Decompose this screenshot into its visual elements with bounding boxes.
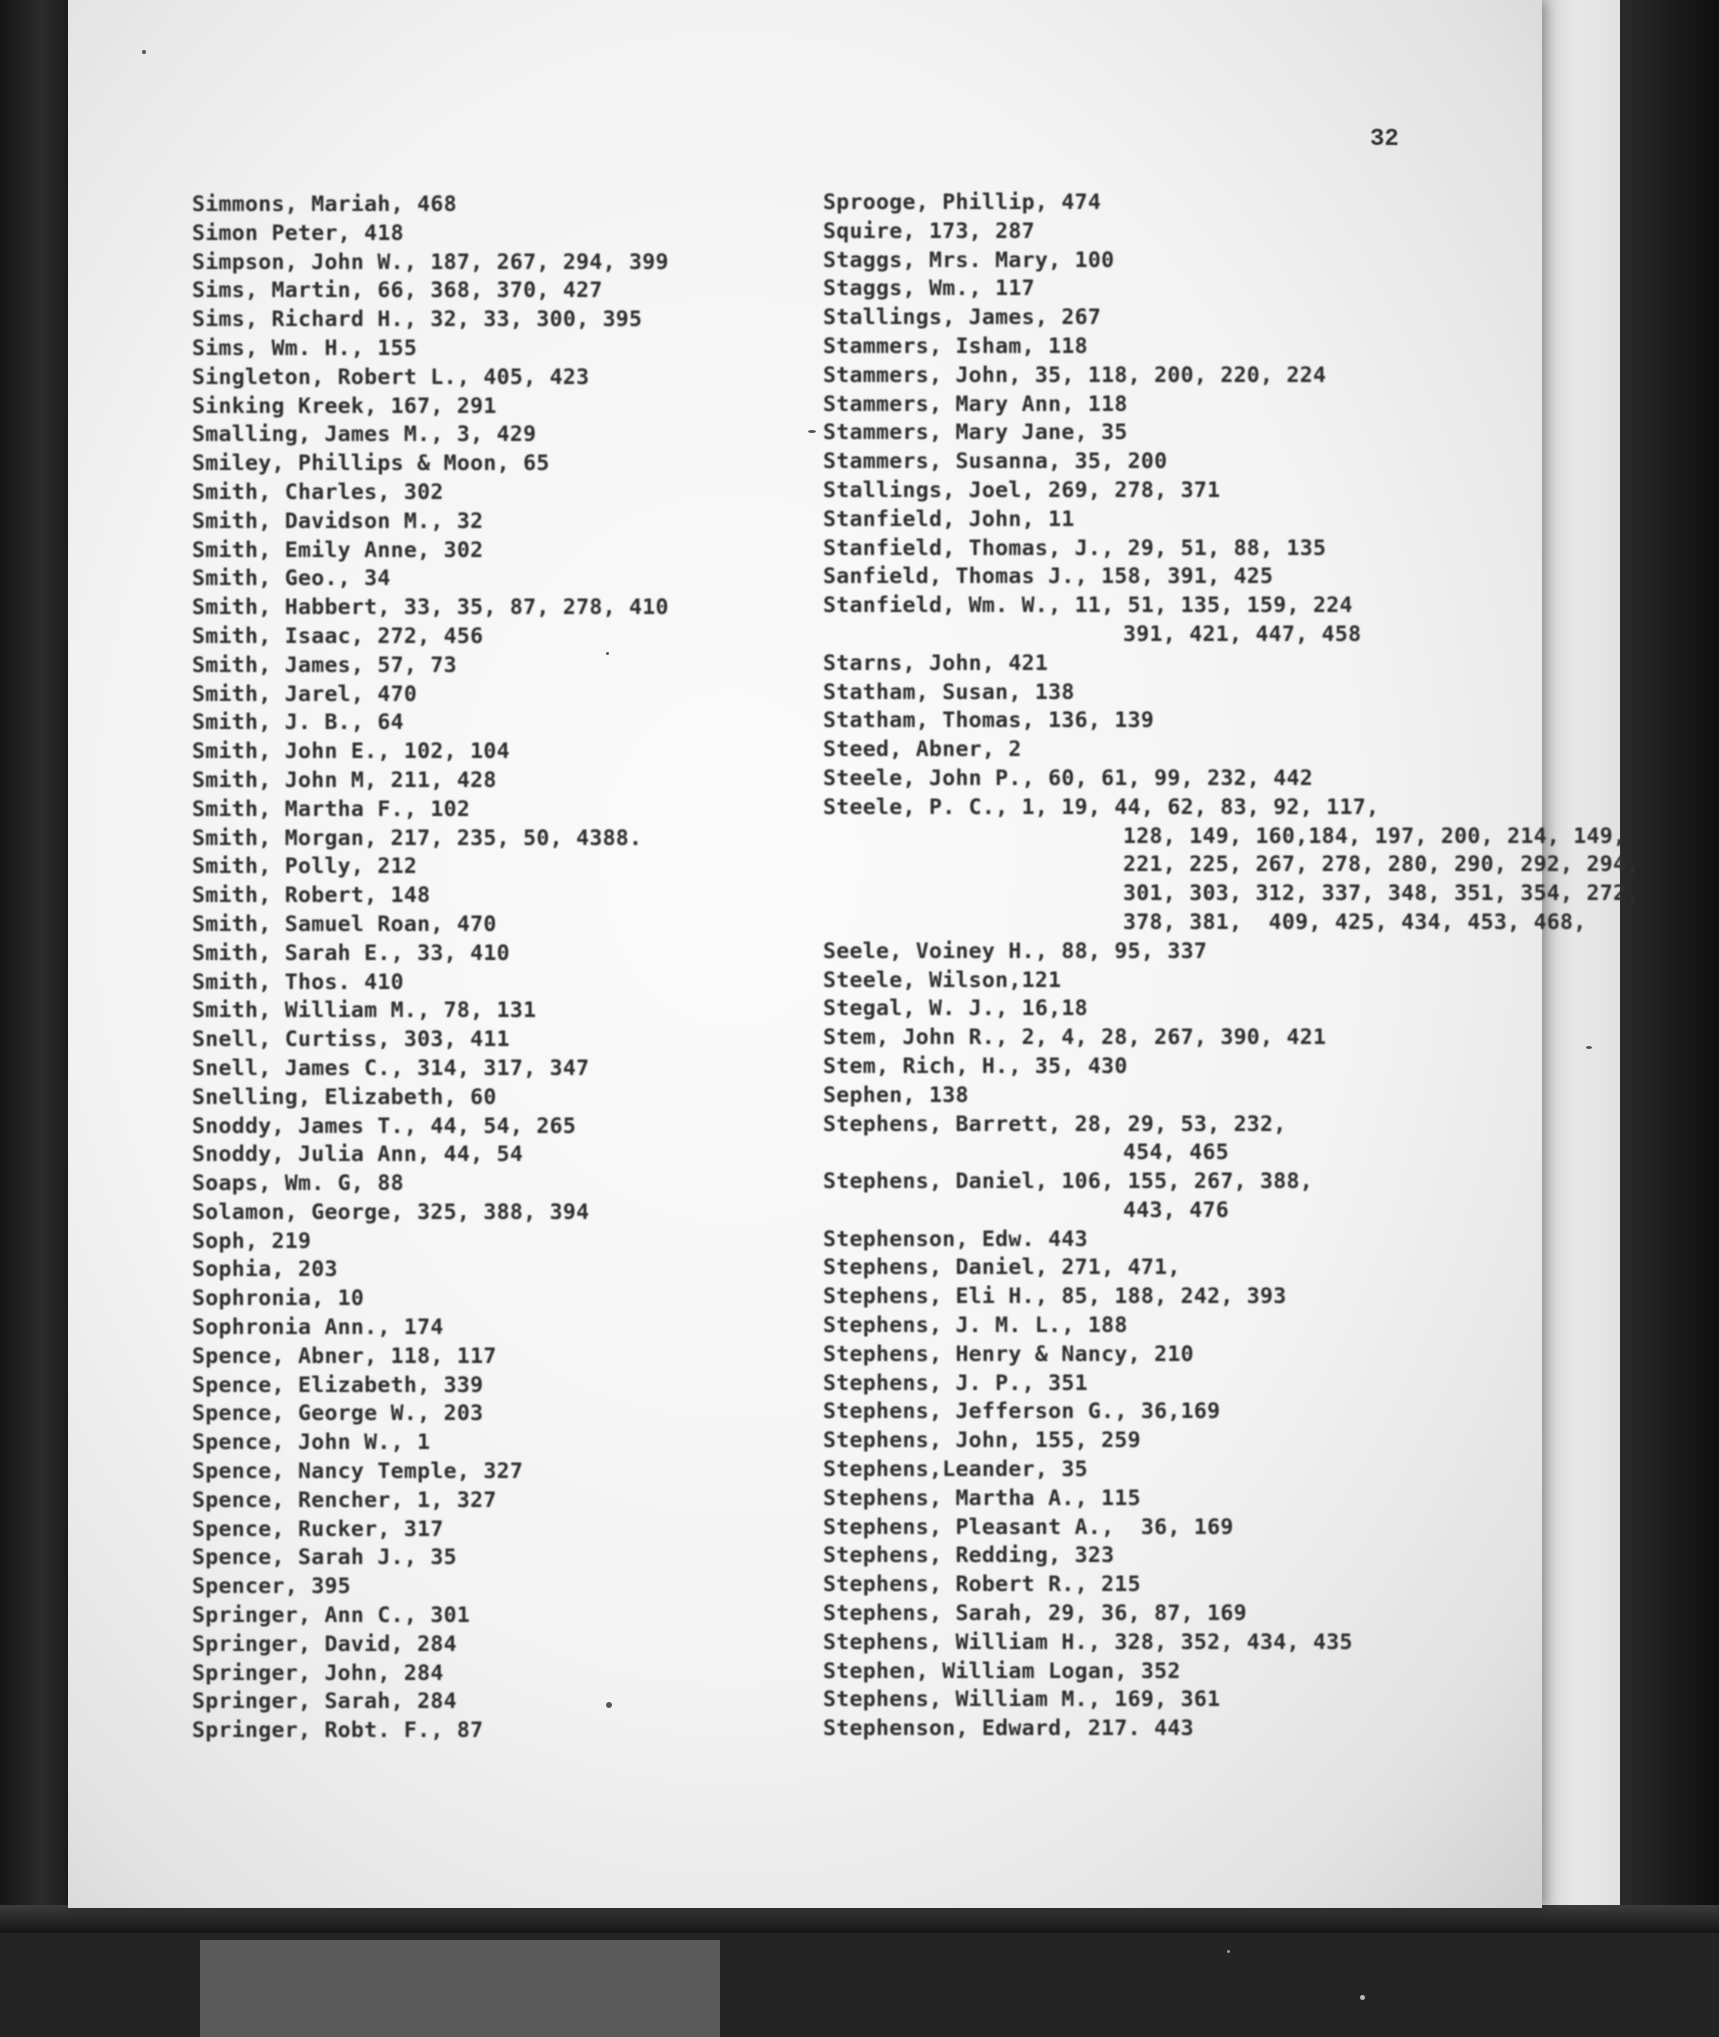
index-entry: Spence, George W., 203 [192, 1401, 484, 1427]
index-entry: Smith, Sarah E., 33, 410 [192, 940, 510, 966]
film-speck [1586, 1046, 1592, 1049]
index-entry: Spence, Rucker, 317 [192, 1516, 444, 1542]
index-entry: Snell, Curtiss, 303, 411 [192, 1027, 510, 1053]
index-entry: Stegal, W. J., 16,18 [823, 996, 1088, 1022]
index-entry: Smith, Morgan, 217, 235, 50, 4388. [192, 825, 643, 851]
index-entry: Smith, Emily Anne, 302 [192, 537, 484, 563]
index-entry: Sophronia Ann., 174 [192, 1315, 444, 1341]
film-speck [1227, 1950, 1230, 1953]
bottom-shadow-strip [0, 1905, 1719, 1933]
index-entry: Spence, Rencher, 1, 327 [192, 1487, 497, 1513]
index-entry: Starns, John, 421 [823, 650, 1049, 676]
page-number: 32 [1370, 126, 1399, 153]
film-speck [1360, 1995, 1365, 2000]
index-entry: Stanfield, Wm. W., 11, 51, 135, 159, 224 [823, 593, 1353, 619]
index-entry: Smith, James, 57, 73 [192, 652, 457, 678]
index-entry: Smith, William M., 78, 131 [192, 998, 537, 1024]
index-entry: Stanfield, John, 11 [823, 506, 1075, 532]
index-entry: Stephens, Daniel, 106, 155, 267, 388, [823, 1169, 1314, 1195]
index-entry: Stephens, Pleasant A., 36, 169 [823, 1514, 1234, 1540]
index-entry: Smith, Robert, 148 [192, 883, 431, 909]
index-entry: Smith, Geo., 34 [192, 566, 391, 592]
index-entry: Sanfield, Thomas J., 158, 391, 425 [823, 564, 1274, 590]
index-entry: 378, 381, 409, 425, 434, 453, 468, [1123, 909, 1587, 935]
index-entry: Smith, Isaac, 272, 456 [192, 623, 484, 649]
index-entry: Smalling, James M., 3, 429 [192, 422, 537, 448]
index-entry: Smith, Thos. 410 [192, 969, 404, 995]
index-entry: Stallings, Joel, 269, 278, 371 [823, 477, 1221, 503]
index-entry: Squire, 173, 287 [823, 218, 1035, 244]
index-entry: Stephens, J. M. L., 188 [823, 1313, 1128, 1339]
index-entry: Spence, John W., 1 [192, 1430, 431, 1456]
index-entry: Snoddy, Julia Ann, 44, 54 [192, 1142, 524, 1168]
index-entry: Steele, Wilson,121 [823, 967, 1062, 993]
index-entry: Smith, Samuel Roan, 470 [192, 911, 497, 937]
index-entry: Stammers, John, 35, 118, 200, 220, 224 [823, 362, 1327, 388]
index-entry: Sophronia, 10 [192, 1286, 365, 1312]
index-entry: Spence, Elizabeth, 339 [192, 1372, 484, 1398]
index-entry: Steele, P. C., 1, 19, 44, 62, 83, 92, 117, [823, 794, 1380, 820]
index-entry: Spence, Nancy Temple, 327 [192, 1459, 524, 1485]
film-speck [606, 1702, 612, 1708]
index-entry: Stephens, William M., 169, 361 [823, 1687, 1221, 1713]
index-column-right [823, 189, 1640, 1744]
index-entry: Stammers, Isham, 118 [823, 333, 1088, 359]
index-entry: 221, 225, 267, 278, 280, 290, 292, 294, [1123, 852, 1640, 878]
index-entry: Stephens, Barrett, 28, 29, 53, 232, [823, 1111, 1287, 1137]
index-entry: 391, 421, 447, 458 [1123, 621, 1362, 647]
index-entry: 128, 149, 160,184, 197, 200, 214, 149, [1123, 823, 1627, 849]
index-entry: Stem, John R., 2, 4, 28, 267, 390, 421 [823, 1025, 1327, 1051]
index-entry: Singleton, Robert L., 405, 423 [192, 364, 590, 390]
index-entry: Stephenson, Edw. 443 [823, 1226, 1088, 1252]
index-entry: Springer, Ann C., 301 [192, 1603, 471, 1629]
index-entry: Smith, Habbert, 33, 35, 87, 278, 410 [192, 595, 669, 621]
index-entry: Sprooge, Phillip, 474 [823, 190, 1102, 215]
index-entry: Steele, John P., 60, 61, 99, 232, 442 [823, 765, 1314, 791]
index-entry: Stammers, Mary Jane, 35 [823, 420, 1128, 446]
index-entry: Staggs, Wm., 117 [823, 276, 1035, 302]
index-entry: Spencer, 395 [192, 1574, 351, 1600]
index-entry: Snell, James C., 314, 317, 347 [192, 1055, 590, 1081]
index-entry: Simmons, Mariah, 468 [192, 192, 457, 217]
index-entry: Sims, Richard H., 32, 33, 300, 395 [192, 307, 643, 333]
index-entry: Statham, Thomas, 136, 139 [823, 708, 1155, 734]
index-entry: Stephens,Leander, 35 [823, 1457, 1088, 1483]
index-entry: 443, 476 [1123, 1197, 1229, 1223]
index-entry: Smith, Jarel, 470 [192, 681, 418, 707]
index-entry: Stammers, Mary Ann, 118 [823, 391, 1128, 417]
index-entry: Spence, Abner, 118, 117 [192, 1343, 497, 1369]
index-column-left [192, 191, 669, 1746]
index-entry: Stephens, J. P., 351 [823, 1370, 1088, 1396]
index-entry: Spence, Sarah J., 35 [192, 1545, 457, 1571]
index-entry: Stallings, James, 267 [823, 305, 1102, 331]
index-entry: Soph, 219 [192, 1228, 312, 1254]
index-entry: Smiley, Phillips & Moon, 65 [192, 451, 550, 477]
index-entry: Stephens, John, 155, 259 [823, 1428, 1141, 1454]
index-entry: 454, 465 [1123, 1140, 1229, 1166]
index-entry: Springer, Robt. F., 87 [192, 1718, 484, 1744]
index-entry: Stephens, Martha A., 115 [823, 1485, 1141, 1511]
index-entry: Smith, John M, 211, 428 [192, 767, 497, 793]
index-entry: Simon Peter, 418 [192, 220, 404, 246]
index-entry: Sophia, 203 [192, 1257, 338, 1283]
index-entry: Statham, Susan, 138 [823, 679, 1075, 705]
index-entry: Simpson, John W., 187, 267, 294, 399 [192, 249, 669, 275]
index-entry: Smith, Davidson M., 32 [192, 508, 484, 534]
index-entry: Snelling, Elizabeth, 60 [192, 1084, 497, 1110]
left-film-border [0, 0, 70, 1905]
film-speck [606, 652, 609, 655]
index-entry: Stephens, Sarah, 29, 36, 87, 169 [823, 1601, 1247, 1627]
index-entry: Steed, Abner, 2 [823, 737, 1022, 763]
film-speck [808, 430, 816, 433]
index-entry: Sephen, 138 [823, 1082, 969, 1108]
bottom-light-patch [200, 1940, 720, 2037]
index-entry: Smith, John E., 102, 104 [192, 739, 510, 765]
film-speck [142, 50, 146, 54]
index-entry: Stephens, Redding, 323 [823, 1543, 1115, 1569]
index-entry: Seele, Voiney H., 88, 95, 337 [823, 938, 1208, 964]
index-entry: Stephenson, Edward, 217. 443 [823, 1716, 1194, 1742]
index-entry: Sims, Martin, 66, 368, 370, 427 [192, 278, 603, 304]
index-entry: Stephens, Henry & Nancy, 210 [823, 1341, 1194, 1367]
index-entry: Smith, J. B., 64 [192, 710, 404, 736]
index-entry: Springer, Sarah, 284 [192, 1689, 457, 1715]
index-entry: Sims, Wm. H., 155 [192, 335, 418, 361]
index-entry: Stem, Rich, H., 35, 430 [823, 1053, 1128, 1079]
index-entry: Sinking Kreek, 167, 291 [192, 393, 497, 419]
index-entry: Stephens, Daniel, 271, 471, [823, 1255, 1181, 1281]
index-entry: Smith, Martha F., 102 [192, 796, 471, 822]
index-entry: Springer, David, 284 [192, 1631, 457, 1657]
index-entry: Staggs, Mrs. Mary, 100 [823, 247, 1115, 273]
index-entry: Stephens, William H., 328, 352, 434, 435 [823, 1629, 1353, 1655]
index-entry: Stanfield, Thomas, J., 29, 51, 88, 135 [823, 535, 1327, 561]
index-entry: Solamon, George, 325, 388, 394 [192, 1199, 590, 1225]
index-entry: Snoddy, James T., 44, 54, 265 [192, 1113, 577, 1139]
index-entry: Springer, John, 284 [192, 1660, 444, 1686]
index-entry: Stammers, Susanna, 35, 200 [823, 449, 1168, 475]
index-entry: Stephens, Eli H., 85, 188, 242, 393 [823, 1284, 1287, 1310]
index-entry: Smith, Charles, 302 [192, 479, 444, 505]
index-entry: 301, 303, 312, 337, 348, 351, 354, 272, [1123, 881, 1640, 907]
index-entry: Smith, Polly, 212 [192, 854, 418, 880]
index-entry: Soaps, Wm. G, 88 [192, 1171, 404, 1197]
index-entry: Stephen, William Logan, 352 [823, 1658, 1181, 1684]
index-entry: Stephens, Jefferson G., 36,169 [823, 1399, 1221, 1425]
index-entry: Stephens, Robert R., 215 [823, 1572, 1141, 1598]
